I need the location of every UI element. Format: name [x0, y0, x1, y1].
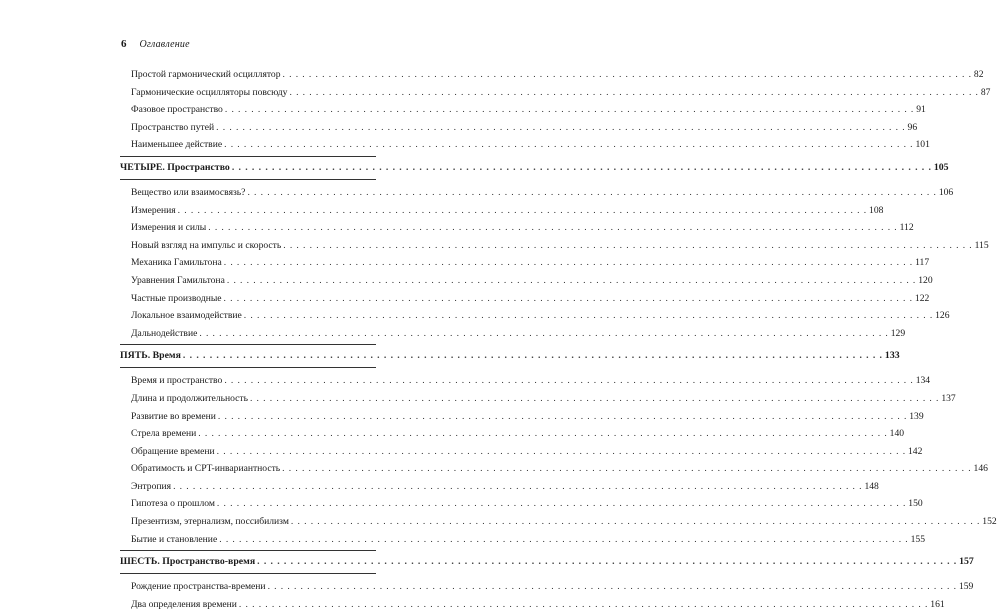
toc-chapter[interactable] [120, 345, 900, 367]
dot-leader [199, 329, 888, 339]
toc-entry[interactable] [131, 233, 989, 251]
toc-entry[interactable] [131, 303, 950, 322]
dot-leader [239, 600, 928, 610]
page-ref: 122 [914, 292, 930, 304]
entry-title: Длина и продолжительность [131, 392, 248, 404]
page-ref: 115 [974, 239, 989, 251]
dot-leader [227, 276, 916, 286]
entry-title: Уравнения Гамильтона [131, 274, 225, 286]
page-ref: 87 [980, 86, 991, 98]
toc-entry[interactable] [131, 592, 945, 610]
toc-entry[interactable] [131, 386, 956, 404]
toc-entry[interactable] [131, 509, 997, 528]
toc-entry[interactable] [131, 215, 914, 234]
toc-entry[interactable] [131, 456, 988, 475]
page-ref: 148 [864, 480, 879, 492]
entry-title: Время и пространство [131, 375, 223, 387]
page-ref: 161 [930, 598, 945, 610]
entry-title: Механика Гамильтона [131, 257, 222, 269]
dot-leader [257, 557, 957, 567]
chapter-title: ПЯТЬ. Время [120, 350, 181, 362]
page-ref: 112 [899, 222, 914, 234]
dot-leader [268, 582, 957, 592]
entry-title: Гармонические осцилляторы повсюду [131, 86, 288, 98]
page-ref: 91 [916, 104, 926, 116]
dot-leader [225, 105, 914, 115]
dot-leader [183, 351, 883, 361]
page-ref: 152 [982, 516, 997, 528]
toc-chapter[interactable] [120, 157, 949, 179]
dot-leader [282, 464, 971, 474]
entry-title: Наименьшее действие [131, 139, 223, 151]
dot-leader [216, 123, 905, 133]
dot-leader [198, 429, 887, 439]
dot-leader [173, 482, 862, 492]
page-ref: 146 [973, 463, 988, 475]
toc-entry[interactable] [131, 404, 924, 422]
dot-leader [283, 70, 972, 80]
entry-title: Вещество или взаимосвязь? [131, 186, 246, 198]
entry-title: Презентизм, этернализм, поссибилизм [131, 516, 289, 528]
toc-entry[interactable] [131, 80, 991, 98]
dot-leader [250, 394, 939, 404]
entry-title: Частные производные [131, 292, 222, 304]
toc-entry[interactable] [131, 439, 923, 457]
chapter-title: ШЕСТЬ. Пространство-время [120, 556, 256, 568]
entry-title: Гипотеза о прошлом [131, 498, 215, 510]
page-ref: 133 [884, 350, 900, 362]
page-ref: 105 [933, 162, 949, 174]
dot-leader [224, 258, 913, 268]
toc-entry[interactable] [131, 115, 918, 133]
entry-title: Два определения времени [131, 598, 237, 610]
dot-leader [283, 241, 972, 251]
entry-title: Фазовое пространство [131, 104, 223, 116]
dot-leader [224, 376, 913, 386]
dot-leader [178, 206, 867, 216]
toc-entry[interactable] [131, 62, 984, 80]
page-number: 6 [121, 38, 127, 50]
page-ref: 117 [915, 257, 930, 269]
page-ref: 159 [958, 581, 974, 593]
page-ref: 120 [918, 274, 933, 286]
dot-leader [218, 412, 907, 422]
entry-title: Бытие и становление [131, 533, 218, 545]
dot-leader [208, 223, 897, 233]
toc-entry[interactable] [131, 368, 931, 387]
entry-title: Локальное взаимодействие [131, 310, 242, 322]
entry-title: Энтропия [131, 480, 172, 492]
entry-title: Измерения [131, 204, 176, 216]
entry-title: Рождение пространства-времени [131, 581, 266, 593]
page-ref: 126 [935, 310, 950, 322]
toc-entry[interactable] [131, 286, 930, 304]
dot-leader [291, 517, 980, 527]
entry-title: Обращение времени [131, 445, 215, 457]
dot-leader [217, 447, 906, 457]
page-ref: 96 [907, 121, 918, 133]
page-ref: 108 [869, 204, 884, 216]
entry-title: Пространство путей [131, 121, 215, 133]
page-ref: 140 [889, 428, 905, 440]
page-ref: 101 [915, 139, 930, 151]
dot-leader [247, 188, 936, 198]
entry-title: Новый взгляд на импульс и скорость [131, 239, 282, 251]
toc-entry[interactable] [131, 491, 923, 510]
toc-entry[interactable] [131, 268, 933, 286]
toc-entry[interactable] [131, 180, 954, 198]
toc-chapter[interactable] [120, 551, 974, 573]
page-ref: 137 [941, 392, 956, 404]
dot-leader [289, 88, 978, 98]
dot-leader [224, 140, 913, 150]
dot-leader [244, 311, 933, 321]
chapter-title: ЧЕТЫРЕ. Пространство [120, 162, 230, 174]
entry-title: Обратимость и CPT-инвариантность [131, 463, 281, 475]
toc-entry[interactable] [131, 574, 974, 593]
page-ref: 134 [915, 375, 931, 387]
page-ref: 139 [909, 410, 924, 422]
page-ref: 142 [908, 445, 923, 457]
entry-title: Развитие во времени [131, 410, 216, 422]
entry-title: Простой гармонический осциллятор [131, 69, 281, 80]
page-ref: 150 [908, 498, 923, 510]
page-ref: 155 [910, 533, 925, 545]
running-head [121, 38, 190, 52]
page-ref: 129 [890, 327, 906, 339]
dot-leader [224, 294, 913, 304]
page-ref: 82 [973, 69, 984, 80]
table-of-contents [120, 62, 997, 610]
toc-entry[interactable] [131, 527, 925, 545]
toc-entry[interactable] [131, 474, 879, 492]
running-head-title: Оглавление [139, 39, 190, 50]
dot-leader [232, 163, 932, 173]
toc-entry[interactable] [131, 132, 930, 151]
entry-title: Стрела времени [131, 428, 197, 440]
toc-entry[interactable] [131, 421, 905, 440]
entry-title: Дальнодействие [131, 327, 198, 339]
page-ref: 106 [938, 186, 954, 198]
dot-leader [219, 535, 908, 545]
dot-leader [217, 499, 906, 509]
page-ref: 157 [959, 556, 974, 568]
toc-entry[interactable] [131, 250, 930, 269]
toc-entry[interactable] [131, 321, 906, 339]
toc-entry[interactable] [131, 198, 884, 216]
entry-title: Измерения и силы [131, 222, 207, 234]
toc-entry[interactable] [131, 97, 926, 116]
